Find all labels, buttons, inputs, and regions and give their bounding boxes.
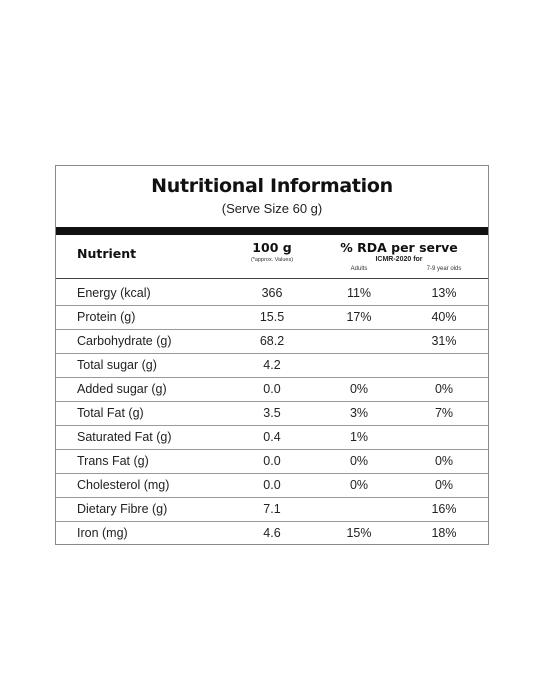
per-100g-value: 366 xyxy=(261,286,283,300)
nutrient-name: Cholesterol (mg) xyxy=(77,478,170,492)
header-divider-bar xyxy=(56,227,488,235)
table-row xyxy=(56,282,488,306)
nutrient-name: Trans Fat (g) xyxy=(77,454,149,468)
rda-adults-value: 11% xyxy=(346,286,372,300)
nutrition-panel xyxy=(55,165,489,545)
per-100g-value: 0.0 xyxy=(263,382,281,396)
rda-adults-value: 0% xyxy=(349,454,369,468)
per-100g-value: 0.0 xyxy=(263,454,281,468)
table-row xyxy=(56,498,488,522)
table-row xyxy=(56,330,488,354)
rda-kids-value: 31% xyxy=(431,334,457,348)
table-row xyxy=(56,402,488,426)
nutrient-name: Energy (kcal) xyxy=(77,286,151,300)
nutrient-name: Total sugar (g) xyxy=(77,358,157,372)
rda-adults-value: 3% xyxy=(349,406,369,420)
per-100g-value: 0.0 xyxy=(263,478,281,492)
header-rule xyxy=(56,278,488,279)
nutrient-name: Total Fat (g) xyxy=(77,406,144,420)
nutrient-name: Added sugar (g) xyxy=(77,382,167,396)
per-100g-value: 3.5 xyxy=(263,406,281,420)
rda-kids-value: 13% xyxy=(431,286,457,300)
kids-subheader: 7-9 year olds xyxy=(426,266,462,272)
per-100g-value: 4.6 xyxy=(263,526,281,540)
rda-adults-value: 1% xyxy=(349,430,369,444)
rda-kids-value: 40% xyxy=(431,310,457,324)
per-100g-value: 68.2 xyxy=(259,334,285,348)
rda-kids-value: 0% xyxy=(434,382,454,396)
table-row xyxy=(56,474,488,498)
rda-kids-value: 0% xyxy=(434,478,454,492)
nutrient-column-header: Nutrient xyxy=(77,246,137,261)
nutrient-name: Carbohydrate (g) xyxy=(77,334,172,348)
nutrient-name: Saturated Fat (g) xyxy=(77,430,172,444)
table-row xyxy=(56,426,488,450)
rda-reference-note: ICMR-2020 for xyxy=(375,256,423,263)
table-row xyxy=(56,450,488,474)
adults-subheader: Adults xyxy=(350,266,368,272)
rda-column-header: % RDA per serve xyxy=(340,240,458,255)
per-100g-column-header: 100 g xyxy=(252,240,292,255)
panel-title: Nutritional Information xyxy=(151,175,393,197)
per-100g-value: 0.4 xyxy=(263,430,281,444)
table-row xyxy=(56,354,488,378)
approx-values-note: (*approx. Values) xyxy=(250,257,294,263)
nutrient-name: Dietary Fibre (g) xyxy=(77,502,168,516)
nutrient-table-body xyxy=(56,282,488,545)
per-100g-value: 15.5 xyxy=(259,310,285,324)
rda-adults-value: 0% xyxy=(349,382,369,396)
rda-kids-value: 18% xyxy=(431,526,457,540)
rda-adults-value: 17% xyxy=(346,310,372,324)
nutrient-name: Protein (g) xyxy=(77,310,136,324)
nutrient-name: Iron (mg) xyxy=(77,526,128,540)
per-100g-value: 4.2 xyxy=(263,358,281,372)
serve-size: (Serve Size 60 g) xyxy=(221,201,323,216)
table-row xyxy=(56,306,488,330)
per-100g-value: 7.1 xyxy=(263,502,281,516)
table-row xyxy=(56,522,488,545)
table-row xyxy=(56,378,488,402)
rda-adults-value: 15% xyxy=(346,526,372,540)
rda-kids-value: 16% xyxy=(431,502,457,516)
rda-adults-value: 0% xyxy=(349,478,369,492)
rda-kids-value: 0% xyxy=(434,454,454,468)
rda-kids-value: 7% xyxy=(434,406,454,420)
